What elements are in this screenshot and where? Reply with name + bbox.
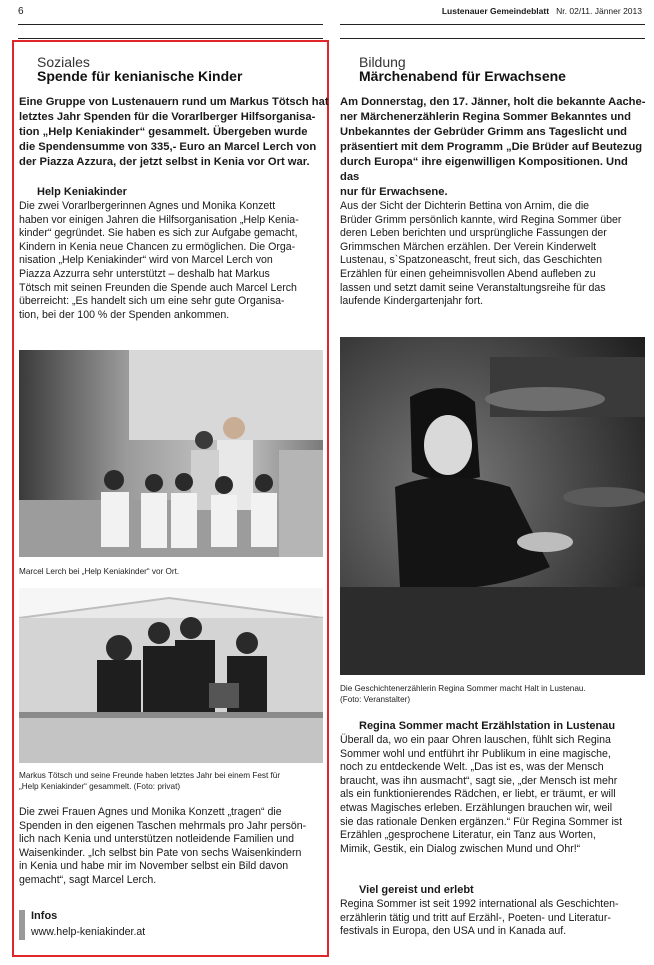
right-body-1: Aus der Sicht der Dichterin Bettina von Arnim, die die Brüder Grimm persönlich kannte, wird Regina Sommer über deren Leben berichten und ursprüngliche Fassungen der Grimmschen Märchen erzählen. Der Verein Kinderwelt Lustenau, s`Spatzoneascht, freut sich, das Geschichten Erzählen für einen geheimnisvollen Abend aufleben zu lassen und setzt damit seine Veranstaltungsreihe für das laufende Kindergartenjahr fort. [340,200,622,308]
right-body-2: Überall da, wo ein paar Ohren lauschen, fühlt sich Regina Sommer wohl und entführt ihr Publikum in eine magische, noch zu entdeckende Welt. „Das ist es, was der Mensch braucht, was ihn ausmacht“, sagt sie, „der Mensch ist mehr als ein funktionierendes Rädchen, er liebt, er träumt, er will etwas Magisches erleben. Erzählungen brauchen wir, weil sie das rationale Denken ergänzen.“ Für Regina Sommer ist Erzählen „gesprochene Literatur, ein Tanz aus Worten, Mimik, Gestik, ein Dialog zwischen Mund und Ohr!“ [340,734,623,855]
right-kicker: Bildung [359,54,406,70]
header-rule-right [340,24,645,25]
infos-label: Infos [31,910,58,922]
header-rule-left [18,24,323,25]
issue-info: Nr. 02/11. Jänner 2013 [556,6,642,16]
left-headline: Spende für kenianische Kinder [37,68,243,84]
right-lead: Am Donnerstag, den 17. Jänner, holt die bekannte Aache- ner Märchenerzählerin Regina Sommer Bekanntes und Unbekanntes der Gebrüder Grimm ans Tageslicht und präsentiert mit dem Programm „Die Brüder auf Beutezug durch Europa“ ihre eigenwilligen Kompositionen. Und das nur für Erwachsene. [340,96,646,198]
left-lead: Eine Gruppe von Lustenauern rund um Markus Tötsch hat letztes Jahr Spenden für die Vorarlberger Hilfsorganisa- tion „Help Keniakinder“ gesammelt. Übergeben wurde die Spendensumme von 335,- Euro an Marcel Lerch von der Piazza Azzura, der jetzt selbst in Kenia vor Ort war. [19,96,329,168]
photo-kenya-children [19,350,323,557]
caption-photo-1: Marcel Lerch bei „Help Keniakinder“ vor Ort. [19,567,180,576]
caption-photo-3: Die Geschichtenerzählerin Regina Sommer macht Halt in Lustenau. (Foto: Veranstalter) [340,684,586,704]
right-column-rule [340,38,645,39]
page-number: 6 [18,6,24,17]
right-subhead-1: Regina Sommer macht Erzählstation in Lustenau [359,720,616,732]
right-headline: Märchenabend für Erwachsene [359,68,566,84]
left-subhead: Help Keniakinder [37,186,127,198]
photo-storyteller [340,337,645,675]
right-body-3: Regina Sommer ist seit 1992 international als Geschichten- erzählerin tätig und tritt auf Erzähl-, Poeten- und Literatur- festivals in Europa, den USA und in Kanada auf. [340,898,619,938]
left-body-2: Die zwei Frauen Agnes und Monika Konzett „tragen“ die Spenden in den eigenen Taschen mehrmals pro Jahr persön- lich nach Kenia und unterstützen notleidende Familien und Waisenkinder. „Ich selbst bin Pate von sechs Waisenkindern in Kenia und habe mir im November selbst ein Bild davon gemacht“, sagt Marcel Lerch. [19,806,307,886]
left-kicker: Soziales [37,54,90,70]
infos-marker [19,910,25,940]
right-subhead-2: Viel gereist und erlebt [359,884,474,896]
left-column-rule [18,38,323,39]
publication-name: Lustenauer Gemeindeblatt [441,6,550,16]
running-header [442,6,642,16]
caption-photo-2: Markus Tötsch und seine Freunde haben letztes Jahr bei einem Fest für „Help Keniakinder“ gesammelt. (Foto: privat) [19,771,281,791]
photo-festival-group [19,588,323,763]
left-body-1: Die zwei Vorarlbergerinnen Agnes und Monika Konzett haben vor einigen Jahren die Hilfsorganisation „Help Kenia- kinder“ gegründet. Sie haben es sich zur Aufgabe gemacht, Kindern in Kenia neue Chancen zu ermöglichen. Die Orga- nisation „Help Keniakinder“ wird von Marcel Lerch von Piazza Azzurra sehr unterstützt – deshalb hat Markus Tötsch mit seinen Freunden die Spende auch Marcel Lerch überreicht: „Es handelt sich um eine sehr gute Organisa- tion, bei der 100 % der Spenden ankommen. [19,200,299,321]
infos-link[interactable]: www.help-keniakinder.at [31,926,146,938]
